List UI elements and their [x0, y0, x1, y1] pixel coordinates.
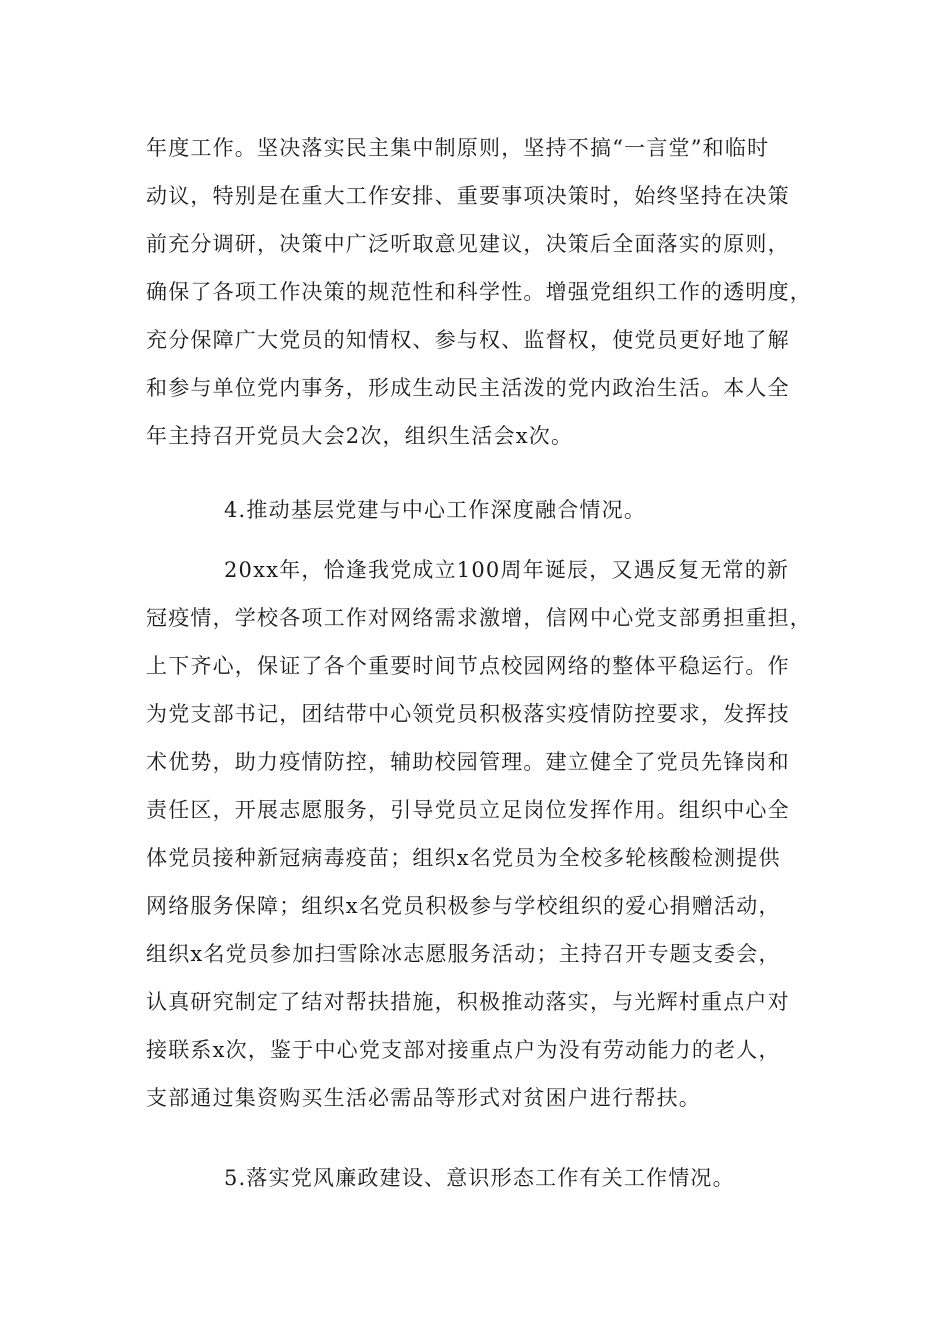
paragraph-line: 认真研究制定了结对帮扶措施，积极推动落实，与光辉村重点户对: [146, 990, 790, 1014]
heading-text: 4.推动基层党建与中心工作深度融合情况。: [224, 498, 647, 522]
paragraph-line: 上下齐心，保证了各个重要时间节点校园网络的整体平稳运行。作: [146, 654, 790, 678]
paragraph-line: 术优势，助力疫情防控，辅助校园管理。建立健全了党员先锋岗和: [146, 750, 790, 774]
paragraph-line: 冠疫情，学校各项工作对网络需求激增，信网中心党支部勇担重担，: [146, 606, 812, 630]
paragraph-line: 年度工作。坚决落实民主集中制原则，坚持不搞“一言堂”和临时: [146, 136, 770, 160]
paragraph-line: 支部通过集资购买生活必需品等形式对贫困户进行帮扶。: [146, 1086, 701, 1110]
paragraph-line: 前充分调研，决策中广泛听取意见建议，决策后全面落实的原则，: [146, 232, 790, 256]
paragraph-line: 年主持召开党员大会2次，组织生活会x次。: [146, 424, 574, 448]
paragraph-line: 体党员接种新冠病毒疫苗；组织x名党员为全校多轮核酸检测提供: [146, 846, 781, 870]
paragraph-line: 组织x名党员参加扫雪除冰志愿服务活动；主持召开专题支委会，: [146, 942, 781, 966]
heading-text: 5.落实党风廉政建设、意识形态工作有关工作情况。: [224, 1166, 735, 1190]
section-heading-4: [146, 486, 806, 534]
paragraph-integration: [146, 546, 812, 1122]
paragraph-line: 20xx年，恰逢我党成立100周年诞辰，又遇反复无常的新: [224, 558, 790, 582]
paragraph-democratic-centralism: [146, 124, 812, 460]
paragraph-line: 接联系x次，鉴于中心党支部对接重点户为没有劳动能力的老人，: [146, 1038, 781, 1062]
paragraph-line: 为党支部书记，团结带中心领党员积极落实疫情防控要求，发挥技: [146, 702, 790, 726]
paragraph-line: 责任区，开展志愿服务，引导党员立足岗位发挥作用。组织中心全: [146, 798, 790, 822]
paragraph-line: 网络服务保障；组织x名党员积极参与学校组织的爱心捐赠活动，: [146, 894, 781, 918]
paragraph-line: 充分保障广大党员的知情权、参与权、监督权，使党员更好地了解: [146, 328, 790, 352]
paragraph-line: 和参与单位党内事务，形成生动民主活泼的党内政治生活。本人全: [146, 376, 790, 400]
paragraph-line: 确保了各项工作决策的规范性和科学性。增强党组织工作的透明度，: [146, 280, 812, 304]
section-heading-5: [146, 1154, 806, 1202]
paragraph-line: 动议，特别是在重大工作安排、重要事项决策时，始终坚持在决策: [146, 184, 790, 208]
